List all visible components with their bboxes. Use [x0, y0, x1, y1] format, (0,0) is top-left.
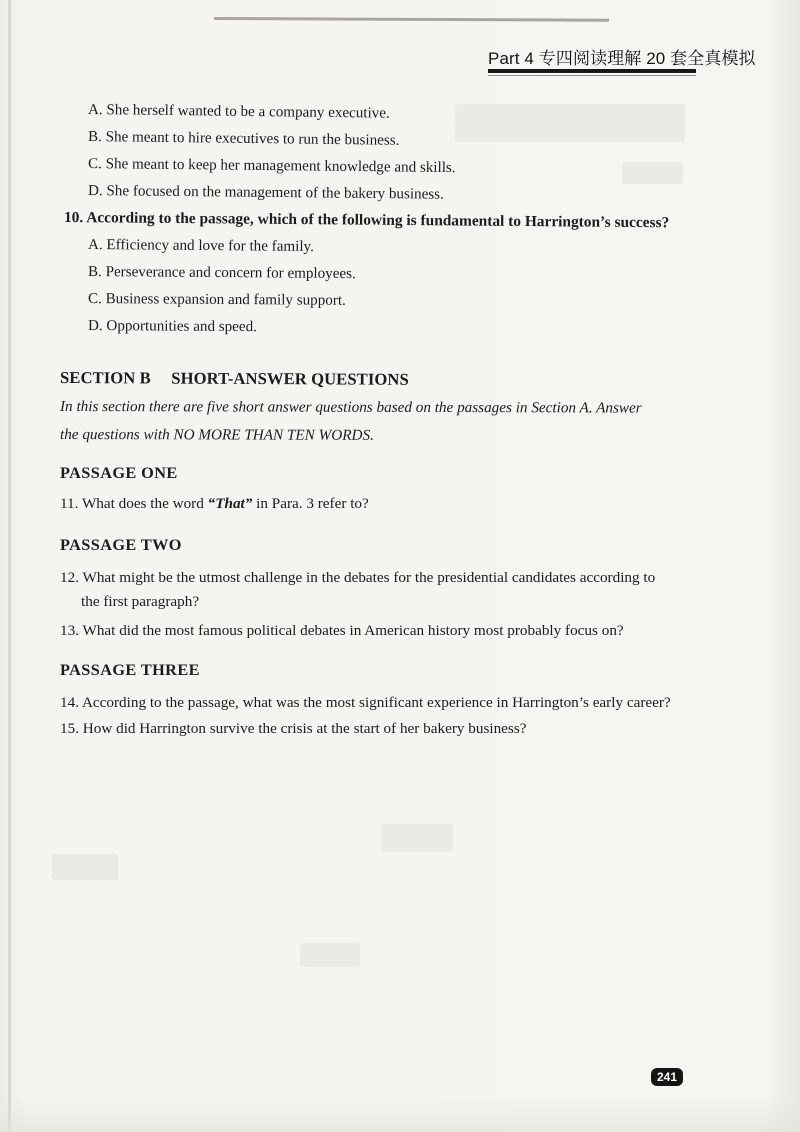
q9-option-d: D. She focused on the management of the bakery business. [87, 183, 444, 203]
q10-text: 10. According to the passage, which of the following is fundamental to Harrington’s success? [63, 209, 670, 232]
q13-text: 13. What did the most famous political debates in American history most probably focus on? [60, 622, 624, 639]
q10-option-c: C. Business expansion and family support. [87, 291, 346, 309]
section-b-title: SHORT-ANSWER QUESTIONS [171, 368, 409, 389]
q11-text [60, 494, 369, 514]
q11-emphasis: “That” [207, 495, 253, 512]
section-b-heading [60, 368, 409, 390]
passage-three-title: PASSAGE THREE [60, 660, 200, 679]
page-number-badge: 241 [651, 1068, 683, 1086]
section-b-label: SECTION B [59, 368, 151, 388]
q14-text: 14. According to the passage, what was the most significant experience in Harrington’s early career? [60, 694, 671, 711]
q9-option-c: C. She meant to keep her management knowledge and skills. [87, 156, 456, 177]
passage-two-title: PASSAGE TWO [60, 535, 182, 554]
q12-text-line-1: 12. What might be the utmost challenge in the debates for the presidential candidates according to [60, 569, 656, 586]
q9-option-b: B. She meant to hire executives to run the business. [87, 129, 400, 149]
q11-suffix: in Para. 3 refer to? [252, 495, 369, 512]
bottom-page-fade [0, 1096, 800, 1132]
q9-option-a: A. She herself wanted to be a company executive. [87, 102, 390, 122]
running-header-title: Part 4 专四阅读理解 20 套全真模拟 [488, 49, 756, 68]
q10-option-b: B. Perseverance and concern for employees. [87, 264, 356, 283]
section-b-instruction-line-1: In this section there are five short answer questions based on the passages in Section A. Answer [59, 398, 642, 417]
q12-text-line-2: the first paragraph? [81, 593, 200, 610]
passage-one-title: PASSAGE ONE [60, 463, 178, 482]
q10-option-d: D. Opportunities and speed. [87, 318, 257, 336]
q10-option-a: A. Efficiency and love for the family. [87, 237, 314, 255]
section-b-instruction-line-2: the questions with NO MORE THAN TEN WORDS. [59, 426, 374, 444]
q15-text: 15. How did Harrington survive the crisis at the start of her bakery business? [60, 720, 527, 737]
q11-prefix: 11. What does the word [60, 495, 208, 512]
